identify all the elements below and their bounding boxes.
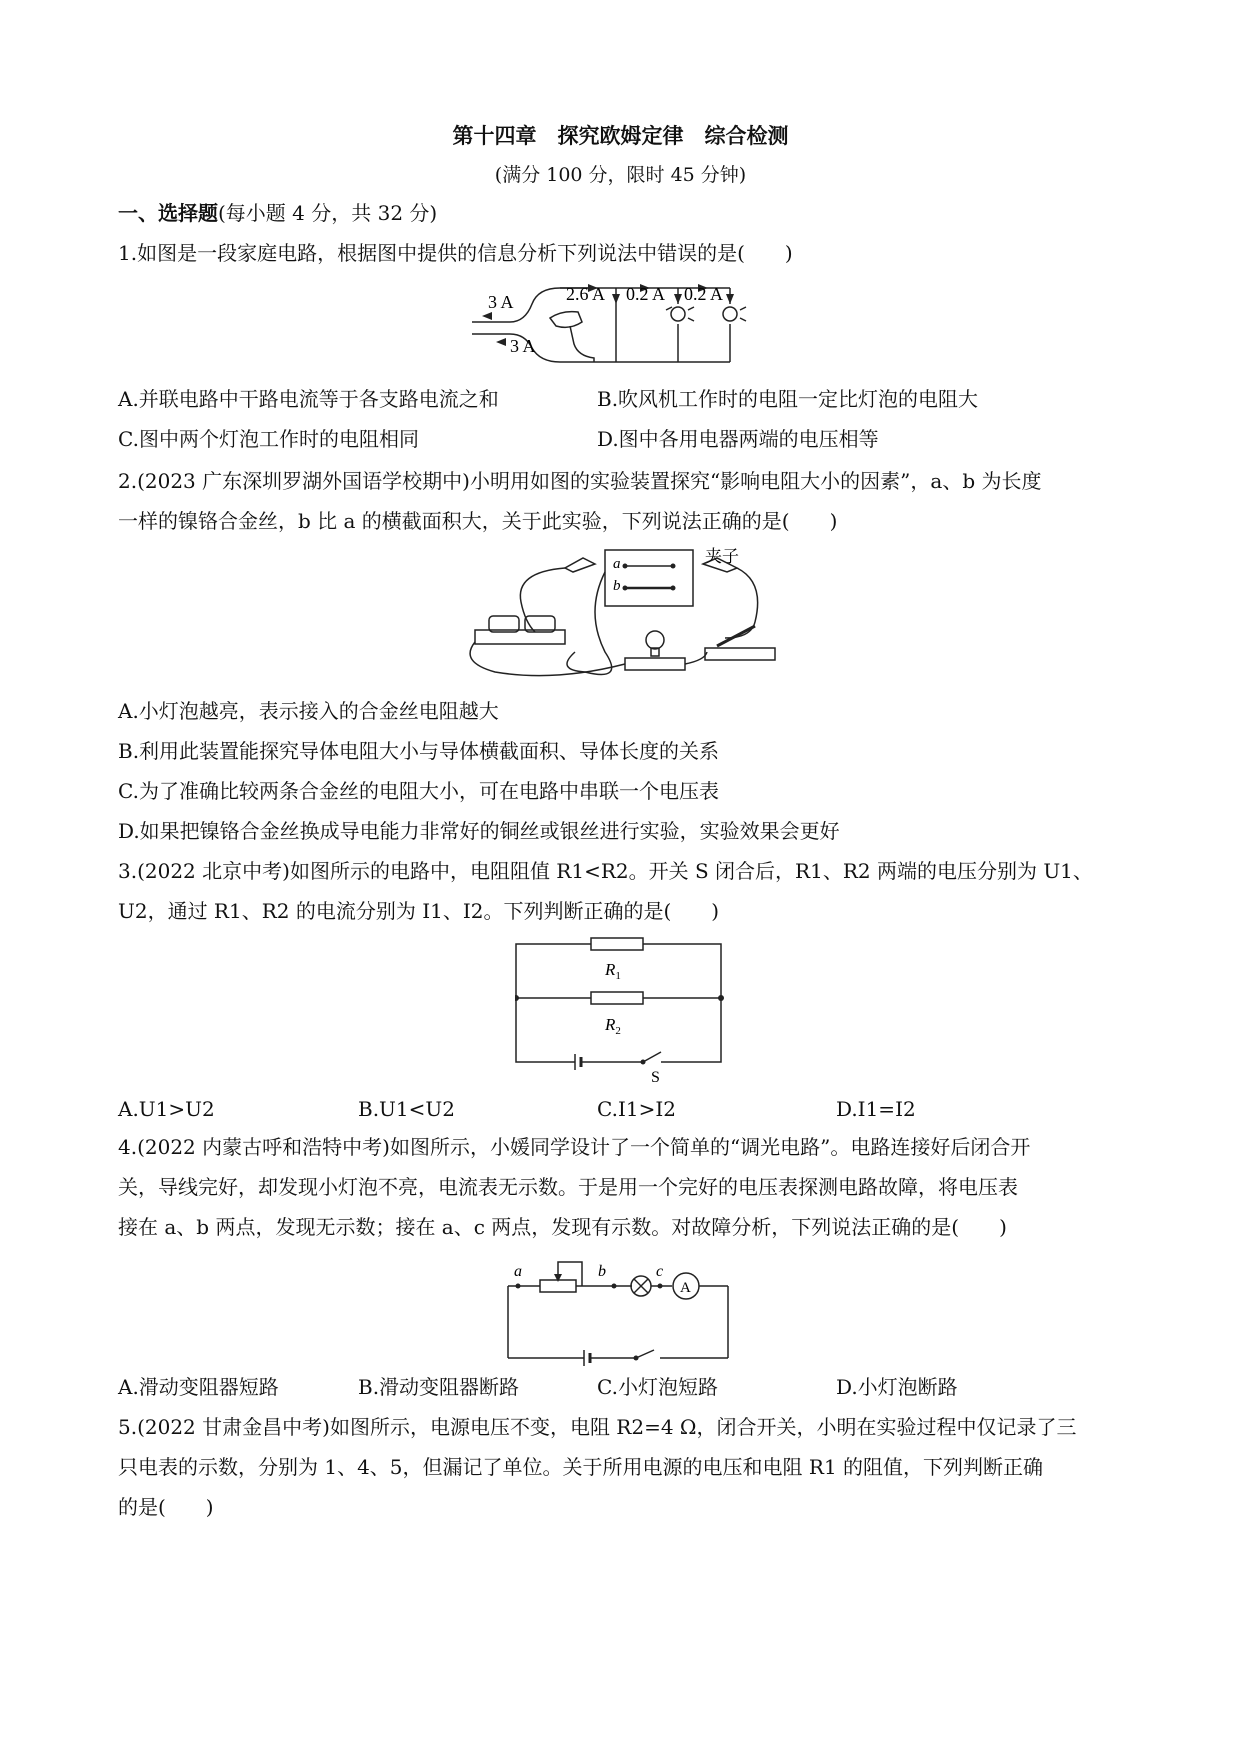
q3-label-s: S [651,1069,660,1084]
q1-label-2-6a: 2.6 A [566,284,606,304]
q1-option-d: D.图中各用电器两端的电压相等 [597,427,879,451]
q3-label-r1: $R_1$ [605,960,621,982]
q2-resistance-apparatus-figure [455,542,795,684]
q4-stem-line1: 4.(2022 内蒙古呼和浩特中考)如图所示，小媛同学设计了一个简单的“调光电路”。电路连接好后闭合开 [118,1135,1031,1159]
q4-stem-line3: 接在 a、b 两点，发现无示数；接在 a、c 两点，发现有示数。对故障分析，下列说法正确的是( ) [118,1215,1007,1239]
q2-stem-line2: 一样的镍铬合金丝，b 比 a 的横截面积大，关于此实验，下列说法正确的是( ) [118,509,838,533]
q4-label-a: a [514,1263,522,1280]
section-note: (每小题 4 分，共 32 分) [218,201,438,225]
q2-stem-line1: 2.(2023 广东深圳罗湖外国语学校期中)小明用如图的实验装置探究“影响电阻大小的因素”，a、b 为长度 [118,469,1042,493]
q2-label-a: a [613,556,621,572]
page-title: 第十四章 探究欧姆定律 综合检测 [452,124,789,148]
q1-label-0-2a-first: 0.2 A [626,284,666,304]
q3-stem-line1: 3.(2022 北京中考)如图所示的电路中，电阻阻值 R1<R2。开关 S 闭合后，R1、R2 两端的电压分别为 U1、 [118,859,1093,883]
q4-label-c: c [656,1263,664,1280]
q3-option-d: D.I1=I2 [836,1097,916,1121]
q4-stem-line2: 关，导线完好，却发现小灯泡不亮，电流表无示数。于是用一个完好的电压表探测电路故障，将电压表 [118,1175,1018,1199]
q5-stem-line2: 只电表的示数，分别为 1、4、5，但漏记了单位。关于所用电源的电压和电阻 R1 的阻值，下列判断正确 [118,1455,1044,1479]
q2-option-b: B.利用此装置能探究导体电阻大小与导体横截面积、导体长度的关系 [118,739,720,763]
q5-stem-line3: 的是( ) [118,1495,214,1519]
q1-option-b: B.吹风机工作时的电阻一定比灯泡的电阻大 [597,387,979,411]
q2-option-a: A.小灯泡越亮，表示接入的合金丝电阻越大 [118,699,499,723]
q3-stem-line2: U2，通过 R1、R2 的电流分别为 I1、I2。下列判断正确的是( ) [118,899,720,923]
q1-household-circuit-figure [470,274,770,374]
q4-dimmer-circuit-figure [498,1250,738,1368]
q1-label-3a-in: 3 A [488,292,514,312]
q4-option-a: A.滑动变阻器短路 [118,1375,279,1399]
q3-option-b: B.U1<U2 [358,1097,455,1121]
section-heading-row [118,200,437,226]
q1-option-c: C.图中两个灯泡工作时的电阻相同 [118,427,419,451]
q4-option-b: B.滑动变阻器断路 [358,1375,520,1399]
q4-option-c: C.小灯泡短路 [597,1375,718,1399]
q2-option-d: D.如果把镍铬合金丝换成导电能力非常好的铜丝或银丝进行实验，实验效果会更好 [118,819,840,843]
q4-option-d: D.小灯泡断路 [836,1375,958,1399]
q4-label-b: b [598,1263,606,1280]
q1-label-3a-out: 3 A [510,336,536,356]
q5-stem-line1: 5.(2022 甘肃金昌中考)如图所示，电源电压不变，电阻 R2=4 Ω，闭合开关，小明在实验过程中仅记录了三 [118,1415,1077,1439]
q2-label-clip: 夹子 [705,547,739,567]
q2-option-c: C.为了准确比较两条合金丝的电阻大小，可在电路中串联一个电压表 [118,779,719,803]
q3-parallel-circuit-figure [515,934,725,1084]
q3-label-r2: $R_2$ [605,1015,621,1037]
q3-option-a: A.U1>U2 [118,1097,215,1121]
q1-label-0-2a-second: 0.2 A [684,284,724,304]
section-heading: 一、选择题 [118,201,218,225]
q4-ammeter-label: A [680,1280,691,1296]
q1-option-a: A.并联电路中干路电流等于各支路电流之和 [118,387,499,411]
q2-label-b: b [613,578,621,594]
q1-stem: 1.如图是一段家庭电路，根据图中提供的信息分析下列说法中错误的是( ) [118,241,793,265]
page-subtitle: (满分 100 分，限时 45 分钟) [494,164,747,186]
q3-option-c: C.I1>I2 [597,1097,676,1121]
